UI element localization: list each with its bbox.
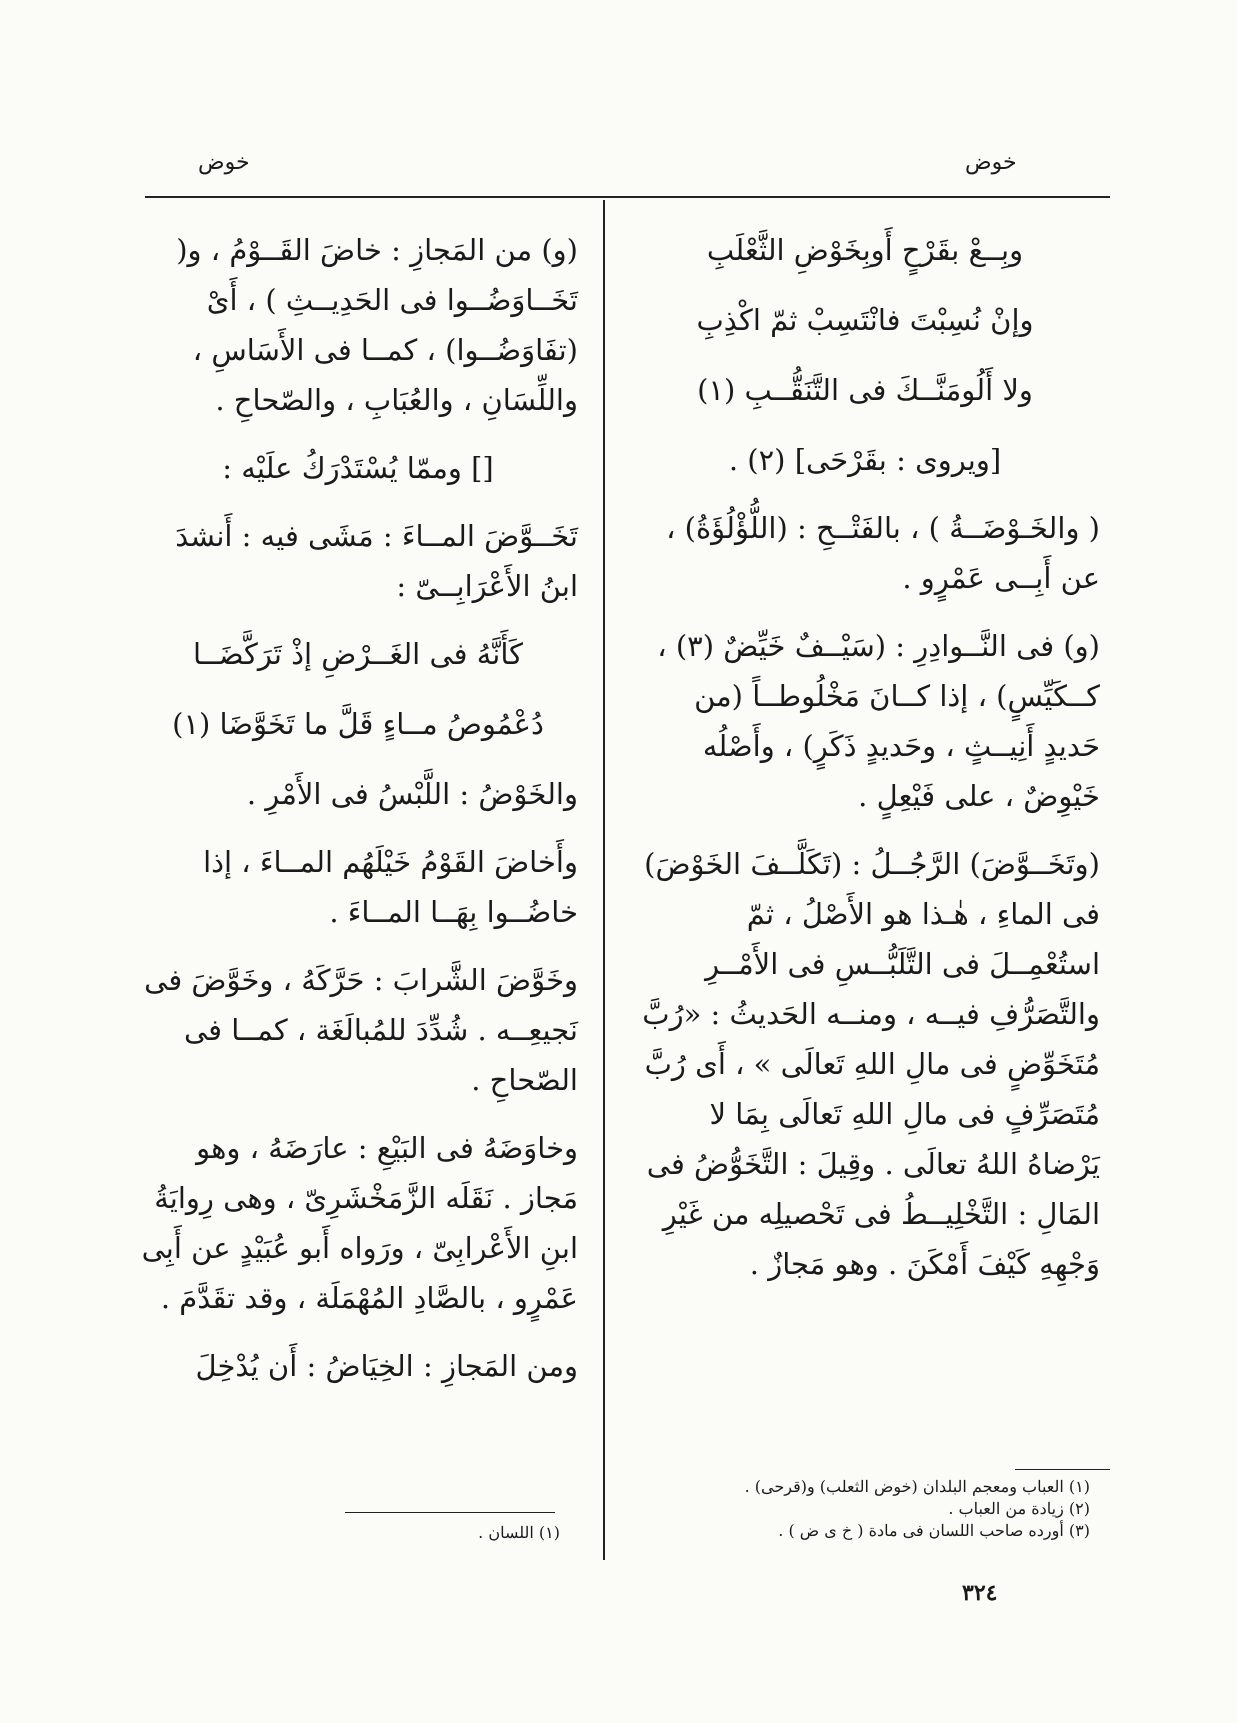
entry-paragraph: (وتَخَــوَّضَ) الرَّجُــلُ : (تَكَلَّــفَ الخَوْضَ) فى الماءِ ، هٰـذا هو الأَصْلُ ، ثمّ استُعْمِــلَ فى التَّلَبُّــسِ فى الأَمْــرِ والتَّصَرُّفِ فيــه ، ومنــه الحَديثُ : «رُبَّ مُتَخَوِّضٍ فى مالِ اللهِ تَعالَى » ، أَى رُبَّ مُتَصَرِّفٍ فى مالِ اللهِ تَعالَى بِمَا لا يَرْضاهُ اللهُ تعالَى . وقِيلَ : التَّخَوُّضُ فى المَالِ : التَّخْلِيــطُ فى تَحْصيلِه من غَيْرِ وَجْهِهِ كَيْفَ أَمْكَنَ . وهو مَجازٌ . [642,847,1100,1281]
verse-variant-note: [ويروى : بقَرْحَى] (٢) . [728,443,1002,477]
verse-line: وإنْ نُسِبْتَ فانْتَسِبْ ثمّ اكْذِبِ [696,303,1034,337]
footnote: (١) اللسان . [478,1523,560,1542]
entry-paragraph: (و) فى النَّــوادِرِ : (سَيْــفٌ خَيِّضٌ (٣) ، كــكَيِّسٍ) ، إذا كــانَ مَخْلُوطــاً (من حَديدٍ أَنِيــثٍ ، وحَديدٍ ذَكَرٍ) ، وأَصْلُه خَيْوِضٌ ، على فَيْعِلٍ . [657,629,1100,813]
footnote: (٢) زيادة من العباب . [948,1499,1090,1518]
right-column [630,225,1100,1307]
entry-paragraph: ومن المَجازِ : الخِيَاضُ : أَن يُدْخِلَ [195,1349,578,1383]
addendum-heading: [] وممّا يُسْتَدْرَكُ علَيْه : [222,451,494,485]
footnote-rule [345,1512,555,1513]
footnote: (١) العباب ومعجم البلدان (خوض الثعلب) و(قرحى) . [744,1477,1090,1496]
verse-line: كَأَنَّهُ فى الغَــرْضِ إذْ تَرَكَّضَــا [193,637,523,671]
footnote-rule [1015,1469,1110,1470]
entry-paragraph: وخَوَّضَ الشَّرابَ : حَرَّكَهُ ، وخَوَّضَ فى نَجيعِــه . شُدِّدَ للمُبالَغَة ، كمــا فى الصّحاحِ . [144,963,578,1097]
running-header-right: خوض [965,150,1017,175]
footnotes-right [660,1476,1090,1542]
entry-paragraph: تَخَــوَّضَ المــاءَ : مَشَى فيه : أَنشدَ ابنُ الأَعْرَابِــىّ : [175,519,578,603]
verse-line: دُعْمُوصُ مــاءٍ قَلَّ ما تَخَوَّضَا (١) [172,707,544,741]
column-divider [603,200,605,1560]
footnotes-left [360,1522,560,1544]
verse-line: ولا أَلُومَنَّــكَ فى التَّنَقُّــبِ (١) [697,373,1033,407]
page-number: ٣٢٤ [962,1580,998,1606]
entry-paragraph: وخاوَضَهُ فى البَيْعِ : عارَضَهُ ، وهو مَجاز . نَقَلَه الزَّمَخْشَرِىّ ، وهى رِوايَةُ ابنِ الأَعْرابِىّ ، ورَواه أَبو عُبَيْدٍ عن أَبِى عَمْرٍو ، بالصَّادِ المُهْمَلَة ، وقد تقَدَّمَ . [141,1131,578,1315]
entry-paragraph: والخَوْضُ : اللَّبْسُ فى الأَمْرِ . [246,777,578,811]
entry-paragraph: (و) من المَجازِ : خاضَ القَــوْمُ ، و( تَخَــاوَضُــوا فى الحَدِيــثِ ) ، أَىْ (تفَاوَضُــوا) ، كمــا فى الأَسَاسِ ، واللِّسَانِ ، والعُبَابِ ، والصّحاحِ . [176,233,578,417]
header-rule [145,196,1110,198]
left-column [138,225,578,1409]
entry-paragraph: وأَخاضَ القَوْمُ خَيْلَهُم المــاءَ ، إذا خاضُــوا بِهَــا المــاءَ . [203,845,578,929]
footnote: (٣) أورده صاحب اللسان فى مادة ( خ ى ض ) . [778,1521,1090,1540]
entry-paragraph: ( والخَـوْضَــةُ ) ، بالفَتْــحِ : (اللُّؤْلُؤَةُ) ، عن أَبِــى عَمْرٍو . [666,511,1100,595]
running-header-left: خوض [198,150,250,175]
verse-line: وبِــعْ بقَرْحٍ أَوبِخَوْضِ الثَّعْلَبِ [706,233,1024,267]
